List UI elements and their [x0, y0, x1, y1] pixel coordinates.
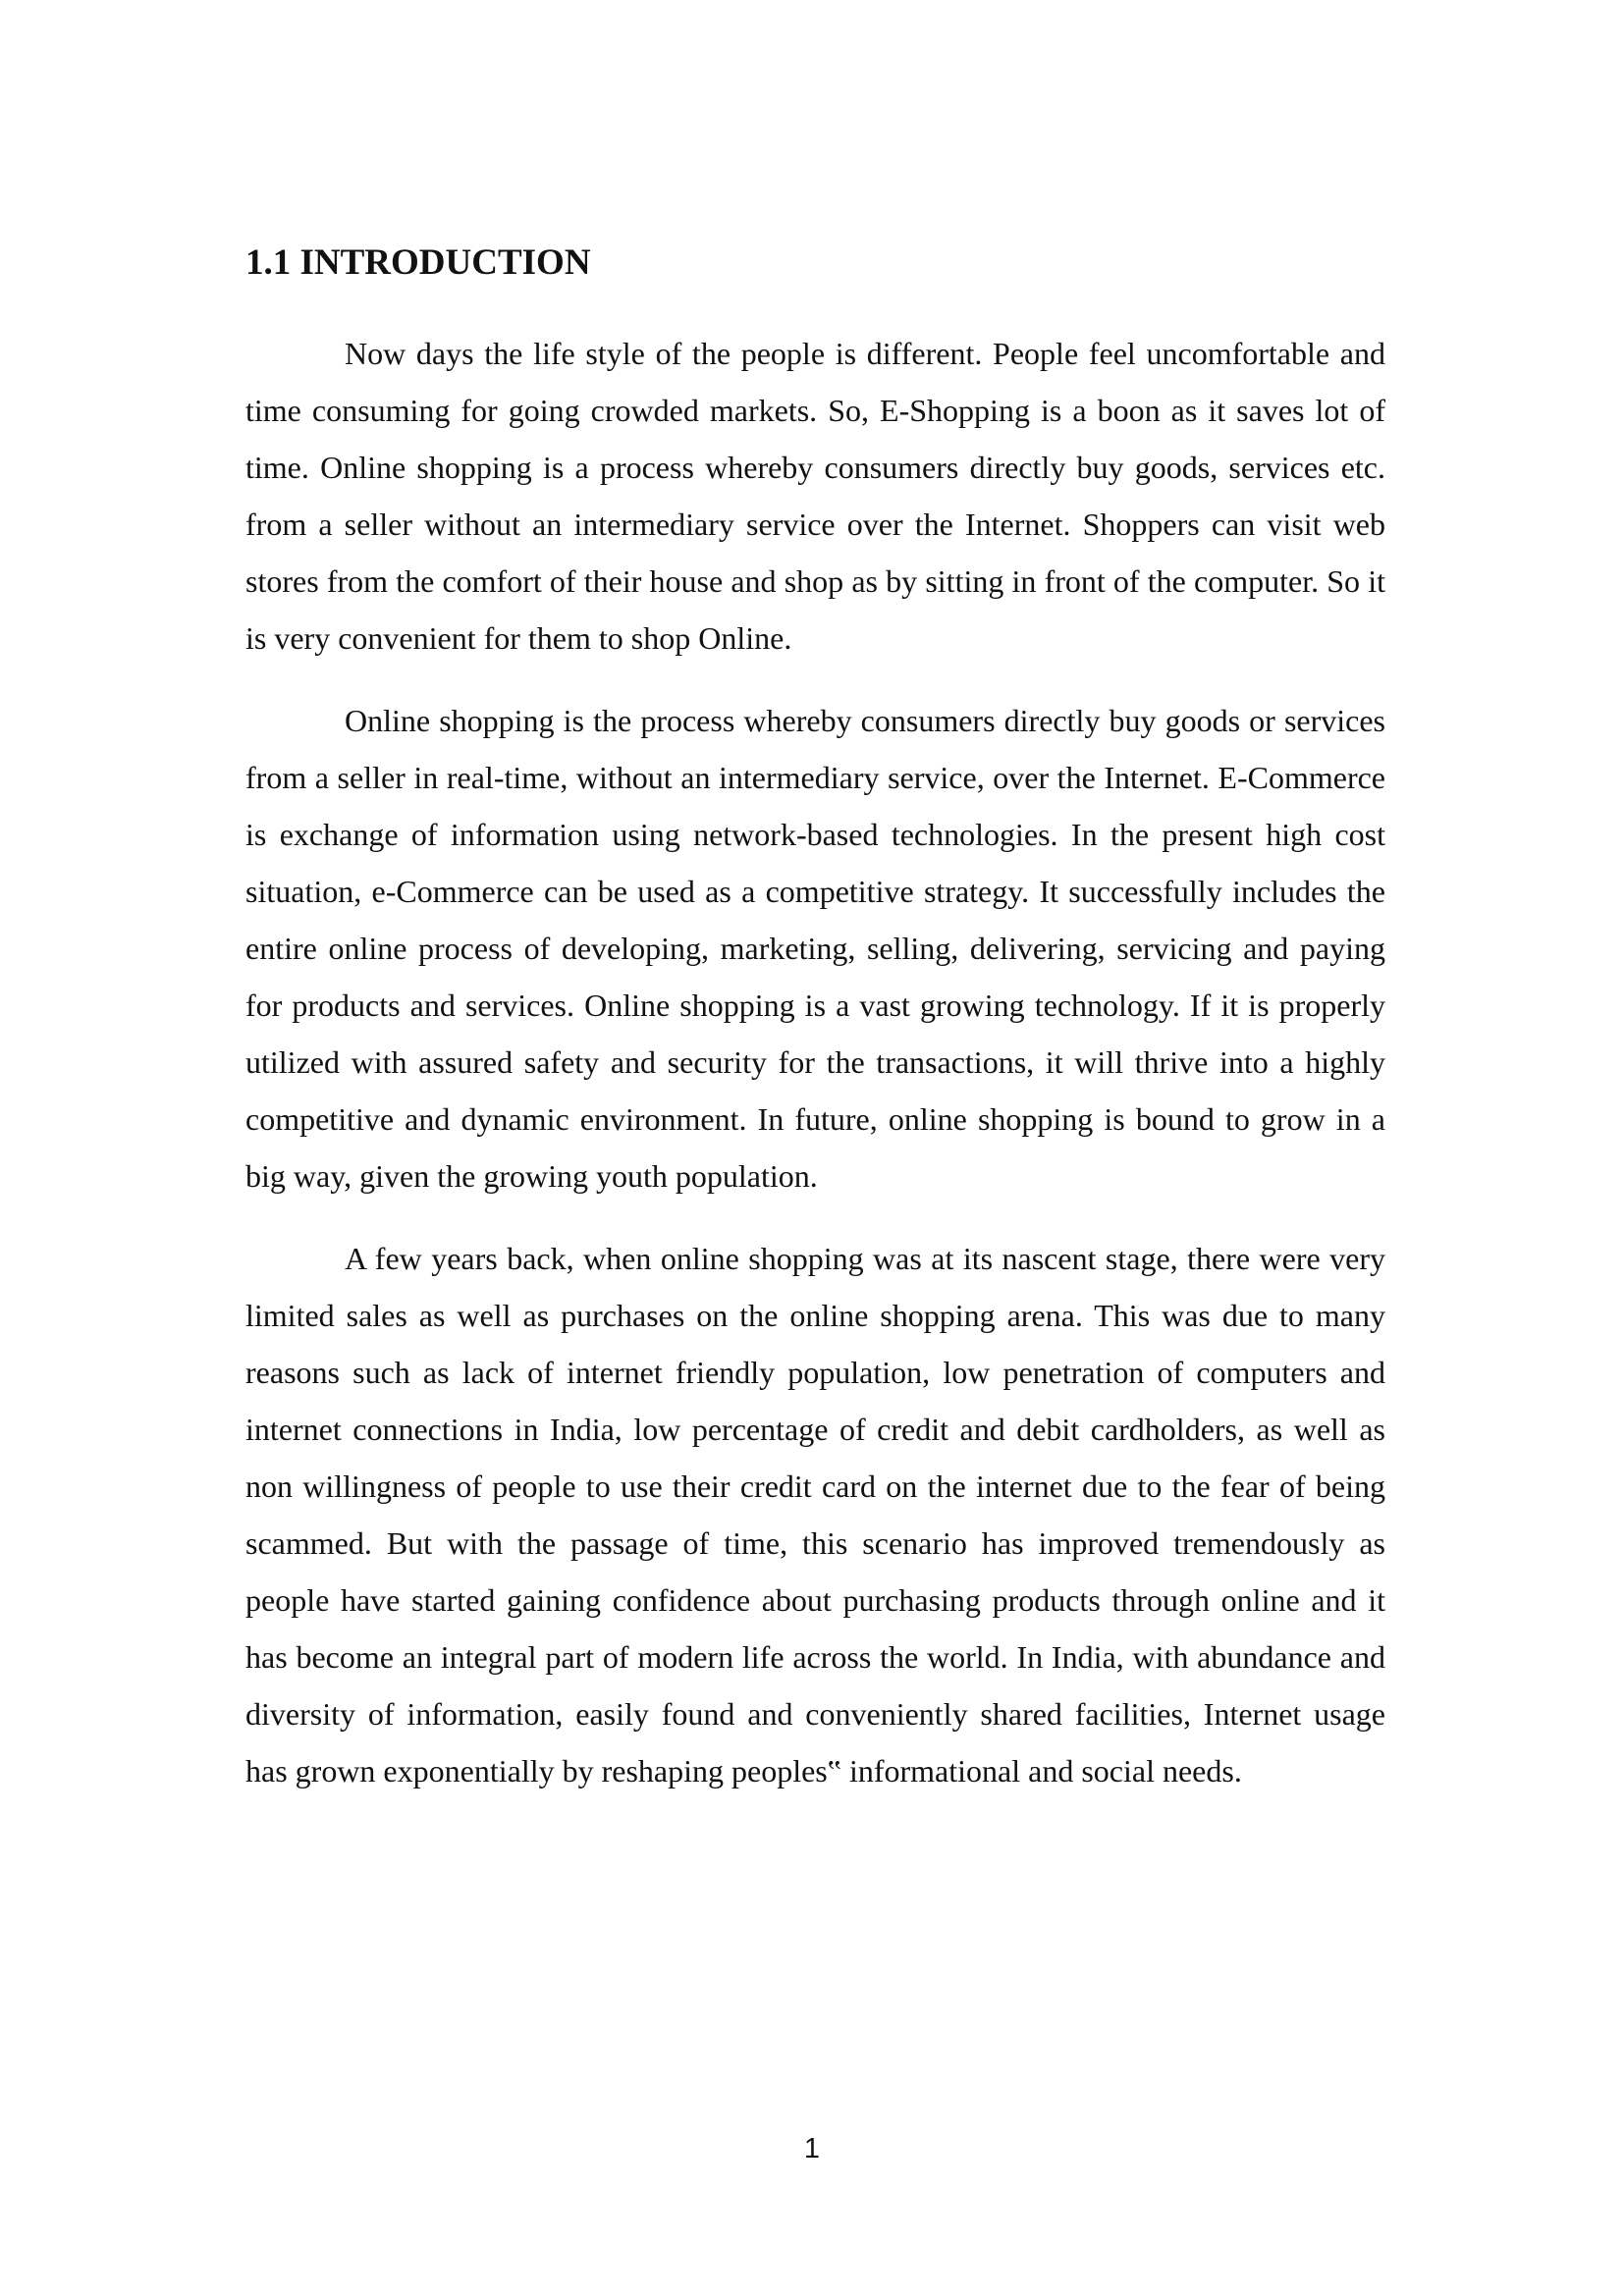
section-heading: 1.1 INTRODUCTION	[245, 242, 591, 283]
intro-paragraph-3: A few years back, when online shopping was at its nascent stage, there were very limited sales as well as purchases on the online shopping arena. This was due to many reasons such as lack of internet friendly population, low penetration of computers and internet connections in India, low percentage of credit and debit cardholders, as well as non willingness of people to use their credit card on the internet due to the fear of being scammed. But with the passage of time, this scenario has improved tremendously as people have started gaining confidence about purchasing products through online and it has become an integral part of modern life across the world. In India, with abundance and diversity of information, easily found and conveniently shared facilities, Internet usage has grown exponentially by reshaping peoples‟ informational and social needs.	[245, 1241, 1385, 1789]
intro-paragraph-2: Online shopping is the process whereby consumers directly buy goods or services from a seller in real-time, without an intermediary service, over the Internet. E-Commerce is exchange of information using network-based technologies. In the present high cost situation, e-Commerce can be used as a competitive strategy. It successfully includes the entire online process of developing, marketing, selling, delivering, servicing and paying for products and services. Online shopping is a vast growing technology. If it is properly utilized with assured safety and security for the transactions, it will thrive into a highly competitive and dynamic environment. In future, online shopping is bound to grow in a big way, given the growing youth population.	[245, 703, 1385, 1194]
page-number: 1	[803, 2133, 821, 2164]
intro-paragraph-1: Now days the life style of the people is different. People feel uncomfortable and time consuming for going crowded markets. So, E-Shopping is a boon as it saves lot of time. Online shopping is a process whereby consumers directly buy goods, services etc. from a seller without an intermediary service over the Internet. Shoppers can visit web stores from the comfort of their house and shop as by sitting in front of the computer. So it is very convenient for them to shop Online.	[245, 336, 1385, 656]
page-content	[245, 241, 1385, 1799]
